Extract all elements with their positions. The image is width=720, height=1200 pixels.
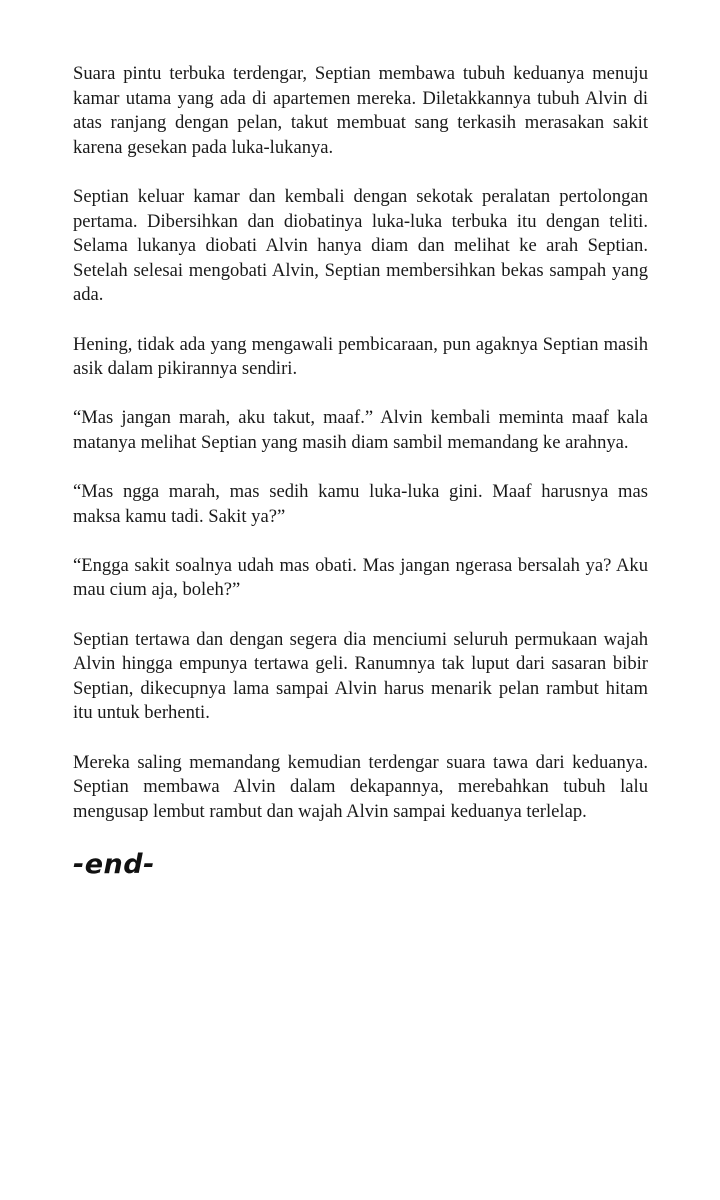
end-mark: -end- xyxy=(73,849,155,880)
paragraph-3: Hening, tidak ada yang mengawali pembicaraan, pun agaknya Septian masih asik dalam pikirannya sendiri. xyxy=(73,333,648,380)
paragraph-2: Septian keluar kamar dan kembali dengan sekotak peralatan pertolongan pertama. Dibersihkan dan diobatinya luka-luka terbuka itu dengan teliti. Selama lukanya diobati Alvin hanya diam dan melihat ke arah Septian. Setelah selesai mengobati Alvin, Septian membersihkan bekas sampah yang ada. xyxy=(73,185,648,306)
paragraph-1: Suara pintu terbuka terdengar, Septian membawa tubuh keduanya menuju kamar utama yang ada di apartemen mereka. Diletakkannya tubuh Alvin di atas ranjang dengan pelan, takut membuat sang terkasih merasakan sakit karena gesekan pada luka-lukanya. xyxy=(73,63,648,158)
paragraph-5: “Mas ngga marah, mas sedih kamu luka-luka gini. Maaf harusnya mas maksa kamu tadi. Sakit ya?” xyxy=(73,481,648,527)
paragraph-7: Septian tertawa dan dengan segera dia menciumi seluruh permukaan wajah Alvin hingga empunya tertawa geli. Ranumnya tak luput dari sasaran bibir Septian, dikecupnya lama sampai Alvin harus menarik pelan rambut hitam itu untuk berhenti. xyxy=(73,628,648,724)
paragraph-4: “Mas jangan marah, aku takut, maaf.” Alvin kembali meminta maaf kala matanya melihat Septian yang masih diam sambil memandang ke arahnya. xyxy=(73,407,648,453)
paragraph-8: Mereka saling memandang kemudian terdengar suara tawa dari keduanya. Septian membawa Alvin dalam dekapannya, merebahkan tubuh lalu mengusap lembut rambut dan wajah Alvin sampai keduanya terlelap. xyxy=(73,751,648,822)
story-page xyxy=(73,62,648,881)
paragraph-6: “Engga sakit soalnya udah mas obati. Mas jangan ngerasa bersalah ya? Aku mau cium aja, boleh?” xyxy=(73,554,648,601)
